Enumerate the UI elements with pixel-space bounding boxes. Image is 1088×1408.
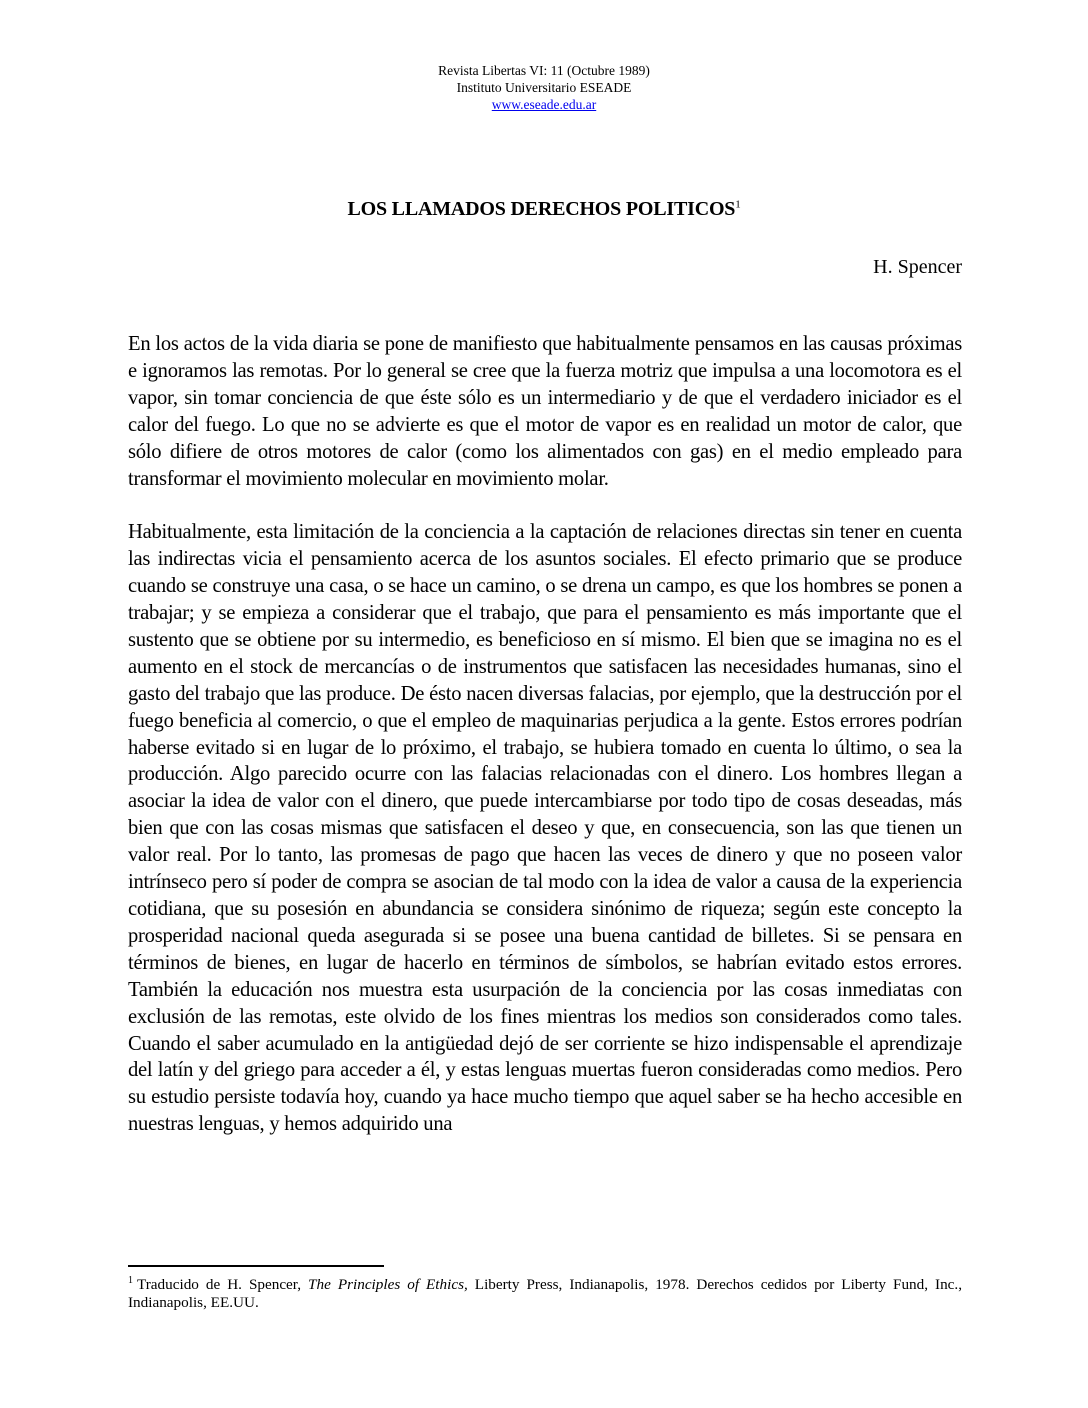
footnote-prefix: Traducido de H. Spencer, (137, 1276, 309, 1293)
paragraph: En los actos de la vida diaria se pone de manifiesto que habitualmente pensamos en las causas próximas e ignoramos las remotas. Por lo general se cree que la fuerza motriz que impulsa a una locomotora es el vapor, sin tomar conciencia de que éste sólo es un intermediario y de que el verdadero iniciador es el calor del fuego. Lo que no se advierte es que el motor de vapor es en realidad un motor de calor, que sólo difiere de otros motores de calor (como los alimentados con gas) en el medio empleado para transformar el movimiento molecular en movimiento molar. (128, 333, 962, 490)
institution-name: Instituto Universitario ESEADE (456, 80, 632, 95)
article-body (128, 331, 962, 1165)
footnote (128, 1276, 962, 1312)
title-footnote-marker[interactable]: 1 (735, 198, 741, 211)
website-link[interactable]: www.eseade.edu.ar (491, 97, 597, 112)
journal-header (0, 62, 1088, 113)
footnote-suffix: Liberty Press, Indianapolis, 1978. Derechos cedidos por Liberty Fund, Inc., Indianapolis, EE.UU. (128, 1276, 962, 1311)
footnote-marker: 1 (128, 1274, 133, 1286)
paragraph: Habitualmente, esta limitación de la conciencia a la captación de relaciones directas sin tener en cuenta las indirectas vicia el pensamiento acerca de los asuntos sociales. El efecto primario que se produce cuando se construye una casa, o se hace un camino, o se drena un campo, es que los hombres se ponen a trabajar; y se empieza a considerar que el trabajo, que para el pensamiento es más importante que el sustento que se obtiene por su intermedio, es beneficioso en sí mismo. El bien que se imagina no es el aumento en el stock de mercancías o de instrumentos que satisfacen las necesidades humanas, sino el gasto del trabajo que las produce. De ésto nacen diversas falacias, por ejemplo, que la destrucción por el fuego beneficia al comercio, o que el empleo de maquinarias perjudica a la gente. Estos errores podrían haberse evitado si en lugar de lo próximo, el trabajo, se hubiera tomado en cuenta lo último, o sea la producción. Algo parecido ocurre con las falacias relacionadas con el dinero. Los hombres llegan a asociar la idea de valor con el dinero, que puede intercambiarse por todo tipo de cosas deseadas, más bien que con las cosas mismas que satisfacen el deseo y que, en consecuencia, son las que tienen un valor real. Por lo tanto, las promesas de pago que hacen las veces de dinero y que no poseen valor intrínseco pero sí poder de compra se asocian de tal modo con la idea de valor a causa de la experiencia cotidiana, que su posesión en abundancia se considera sinónimo de riqueza; según este concepto la prosperidad nacional queda asegurada si se posee una buena cantidad de billetes. Si se pensara en términos de bienes, en lugar de hacerlo en términos de símbolos, se habrían evitado estos errores. También la educación nos muestra esta usurpación de la conciencia por las cosas inmediatas con exclusión de las remotas, este olvido de los fines mientras los medios son considerados como tales. Cuando el saber acumulado en la antigüedad dejó de ser corriente se hizo indispensable el aprendizaje del latín y del griego para acceder a él, y estas lenguas muertas fueron consideradas como medios. Pero su estudio persiste todavía hoy, cuando ya hace mucho tiempo que aquel saber se ha hecho accesible en nuestras lenguas, y hemos adquirido una (128, 521, 962, 1136)
author-name: H. Spencer (873, 256, 962, 278)
title-text: LOS LLAMADOS DERECHOS POLITICOS (347, 198, 736, 220)
footnote-divider (128, 1265, 384, 1267)
journal-citation: Revista Libertas VI: 11 (Octubre 1989) (438, 63, 650, 78)
page-title (0, 198, 1088, 221)
footnote-book-title: The Principles of Ethics, (308, 1276, 468, 1293)
